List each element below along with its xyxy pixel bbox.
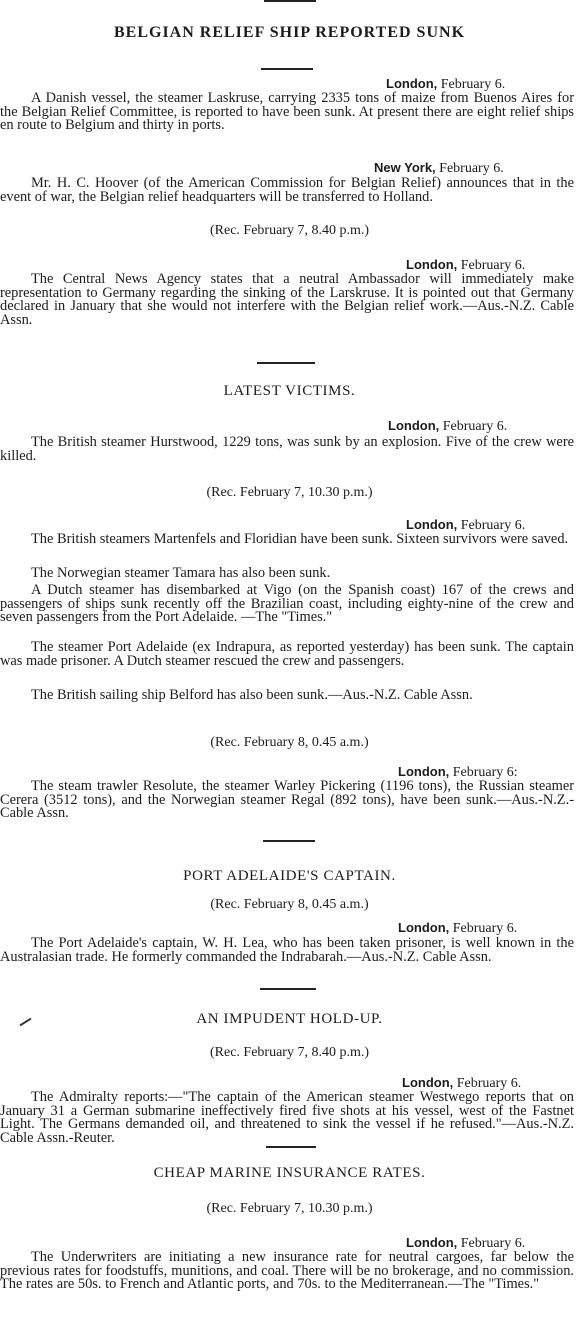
received-time: (Rec. February 8, 0.45 a.m.) bbox=[210, 735, 369, 750]
received-time: (Rec. February 7, 8.40 p.m.) bbox=[209, 1045, 370, 1060]
article-title: BELGIAN RELIEF SHIP REPORTED SUNK bbox=[113, 24, 466, 41]
article-paragraph: The Admiralty reports:—"The captain of the American steamer Westwego reports that on January 31 a German submarine ineffectively fired five shots at his vessel, west of the Fastnet Light. The Germans demanded oil, and threatened to sink the vessel if he refused."—Aus.-N.Z. Cable Assn.-Reuter. bbox=[0, 1089, 574, 1146]
article-paragraph: The British sailing ship Belford has also been sunk.—Aus.-N.Z. Cable Assn. bbox=[31, 687, 473, 703]
received-time: (Rec. February 7, 10.30 p.m.) bbox=[206, 485, 373, 500]
section-divider-rule bbox=[260, 988, 316, 990]
dateline: London, February 6. bbox=[398, 920, 518, 936]
article-paragraph: The steamer Port Adelaide (ex Indrapura, as reported yesterday) has been sunk. The captain was made prisoner. A Dutch steamer rescued the crew and passengers. bbox=[0, 639, 574, 669]
dateline: New York, February 6. bbox=[374, 160, 504, 176]
top-rule bbox=[264, 0, 316, 2]
article-paragraph: The British steamer Hurstwood, 1229 tons, was sunk by an explosion. Five of the crew were killed. bbox=[0, 434, 574, 464]
article-paragraph: Mr. H. C. Hoover (of the American Commission for Belgian Relief) announces that in the event of war, the Belgian relief headquarters will be transferred to Holland. bbox=[0, 175, 574, 205]
article-paragraph: A Dutch steamer has disembarked at Vigo (on the Spanish coast) 167 of the crews and passengers of ships sunk recently off the Brazilian coast, including eighty-nine of the crew and seven passengers from the Port Adelaide. —The "Times." bbox=[0, 582, 574, 626]
dateline: London, February 6: bbox=[398, 764, 518, 780]
article-paragraph: The Norwegian steamer Tamara has also been sunk. bbox=[31, 565, 331, 581]
section-divider-rule bbox=[266, 1146, 316, 1148]
article-title: CHEAP MARINE INSURANCE RATES. bbox=[153, 1165, 426, 1181]
dateline: London, February 6. bbox=[406, 1235, 526, 1251]
article-title: AN IMPUDENT HOLD-UP. bbox=[196, 1011, 383, 1027]
received-time: (Rec. February 8, 0.45 a.m.) bbox=[210, 897, 369, 912]
article-paragraph: The Underwriters are initiating a new insurance rate for neutral cargoes, far below the previous rates for foodstuffs, munitions, and coal. There will be no brokerage, and no commission. The rates are 50s. to French and Atlantic ports, and 70s. to the Mediterranean.—The "Times." bbox=[0, 1249, 574, 1293]
article-paragraph: The Port Adelaide's captain, W. H. Lea, who has been taken prisoner, is well known in the Australasian trade. He formerly commanded the Indrabarah.—Aus.-N.Z. Cable Assn. bbox=[0, 935, 574, 965]
dateline: London, February 6. bbox=[386, 76, 506, 92]
dateline: London, February 6. bbox=[388, 418, 508, 434]
title-rule bbox=[261, 68, 313, 70]
article-paragraph: The Central News Agency states that a neutral Ambassador will immediately make representation to Germany regarding the sinking of the Larskruse. It is pointed out that Germany declared in January that she would not interfere with the Belgian relief work.—Aus.-N.Z. Cable Assn. bbox=[0, 271, 574, 328]
article-paragraph: A Danish vessel, the steamer Laskruse, carrying 2335 tons of maize from Buenos Aires for the Belgian Relief Committee, is reported to have been sunk. At present there are eight relief ships en route to Belgium and thirty in ports. bbox=[0, 90, 574, 134]
received-time: (Rec. February 7, 8.40 p.m.) bbox=[209, 223, 370, 238]
article-title: PORT ADELAIDE'S CAPTAIN. bbox=[183, 868, 396, 884]
dateline: London, February 6. bbox=[402, 1075, 522, 1091]
dateline: London, February 6. bbox=[406, 257, 526, 273]
article-paragraph: The steam trawler Resolute, the steamer Warley Pickering (1196 tons), the Russian steamer Cerera (3512 tons), and the Norwegian steamer Regal (892 tons), have been sunk.—Aus.-N.Z.-Cable Assn. bbox=[0, 778, 574, 822]
section-divider-rule bbox=[257, 362, 315, 364]
section-divider-rule bbox=[263, 840, 315, 842]
dateline: London, February 6. bbox=[406, 517, 526, 533]
article-title: LATEST VICTIMS. bbox=[223, 383, 356, 399]
article-paragraph: The British steamers Martenfels and Floridian have been sunk. Sixteen survivors were saved. bbox=[31, 531, 569, 547]
received-time: (Rec. February 7, 10.30 p.m.) bbox=[206, 1201, 373, 1216]
